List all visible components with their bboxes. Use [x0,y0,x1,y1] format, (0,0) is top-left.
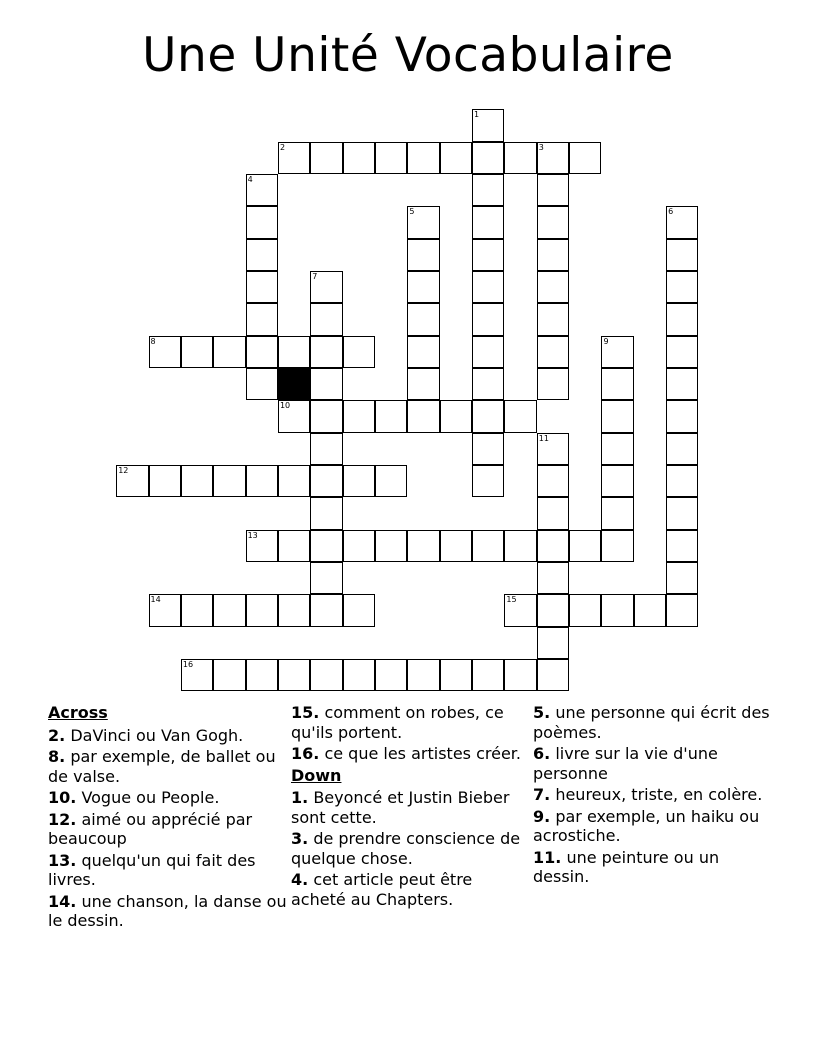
clue-text: une chanson, la danse ou le dessin. [48,891,287,930]
grid-cell[interactable] [181,659,213,691]
grid-cell[interactable] [181,336,213,368]
clue-text: quelqu'un qui fait des livres. [48,850,256,889]
cell-number: 3 [538,142,544,152]
grid-cell[interactable] [537,368,569,400]
page-title: Une Unité Vocabulaire [142,28,674,83]
grid-cell[interactable] [666,530,698,562]
grid-cell[interactable] [472,336,504,368]
clue-number: 16. [291,744,320,763]
grid-cell[interactable] [537,530,569,562]
cell-number: 8 [150,336,156,346]
grid-cell[interactable] [666,206,698,238]
grid-cell[interactable] [310,368,342,400]
grid-cell[interactable] [375,400,407,432]
grid-cell[interactable] [310,336,342,368]
grid-cell[interactable] [310,659,342,691]
across-heading: Across [48,703,108,722]
grid-cell[interactable] [343,400,375,432]
cell-number: 7 [312,271,318,281]
grid-cell[interactable] [504,594,536,626]
grid-cell[interactable] [537,142,569,174]
grid-cell[interactable] [310,465,342,497]
clue-number: 4. [291,870,309,889]
grid-cell[interactable] [310,433,342,465]
clue-down-11 [533,848,773,887]
clue-number: 6. [533,744,551,763]
clue-across-2 [48,726,288,746]
grid-cell[interactable] [278,465,310,497]
grid-cell[interactable] [181,465,213,497]
grid-cell[interactable] [537,594,569,626]
clue-text: de prendre conscience de quelque chose. [291,829,521,868]
clue-down-3 [291,829,531,868]
grid-cell[interactable] [278,336,310,368]
grid-cell[interactable] [666,271,698,303]
grid-cell[interactable] [213,465,245,497]
clue-text: par exemple, de ballet ou de valse. [48,747,276,786]
grid-cell[interactable] [246,303,278,335]
grid-cell[interactable] [569,530,601,562]
clue-across-15 [291,703,531,742]
grid-cell[interactable] [310,562,342,594]
cell-number: 2 [279,142,286,152]
grid-cell[interactable] [213,659,245,691]
clue-across-8 [48,747,288,786]
grid-cell[interactable] [375,530,407,562]
grid-cell[interactable] [407,530,439,562]
cell-number: 12 [118,466,129,476]
clue-text: Beyoncé et Justin Bieber sont cette. [291,788,510,827]
grid-cell[interactable] [666,336,698,368]
grid-cell[interactable] [375,659,407,691]
clue-text: DaVinci ou Van Gogh. [70,725,244,745]
clues-column-3 [533,703,773,889]
grid-cell[interactable] [246,239,278,271]
grid-cell[interactable] [246,594,278,626]
down-heading: Down [291,765,342,785]
grid-cell[interactable] [601,400,633,432]
grid-cell[interactable] [537,497,569,529]
grid-cell[interactable] [666,239,698,271]
grid-cell[interactable] [472,400,504,432]
cell-number: 10 [279,401,291,411]
grid-cell[interactable] [407,368,439,400]
grid-cell[interactable] [569,594,601,626]
cell-number: 9 [603,336,609,346]
clue-text: par exemple, un haiku ou acrostiche. [533,806,760,845]
grid-cell[interactable] [472,465,504,497]
cell-number: 13 [247,530,258,540]
cell-number: 15 [506,595,517,605]
clue-number: 7. [533,785,551,804]
grid-cell[interactable] [310,142,342,174]
clue-down-4 [291,870,531,909]
grid-cell[interactable] [472,109,504,141]
grid-cell[interactable] [407,239,439,271]
black-cell [278,368,310,400]
grid-cell[interactable] [343,594,375,626]
clue-number: 11. [533,847,562,867]
grid-cell[interactable] [666,465,698,497]
clue-text: Vogue ou People. [81,788,220,807]
grid-cell[interactable] [213,336,245,368]
clue-text: cet article peut être acheté au Chapters. [291,870,473,909]
grid-cell[interactable] [601,594,633,626]
clue-number: 1. [291,788,309,807]
grid-cell[interactable] [504,530,536,562]
clue-number: 5. [533,703,551,722]
cell-number: 6 [668,207,674,217]
clue-text: heureux, triste, en colère. [555,785,763,804]
cell-number: 5 [409,207,415,217]
grid-cell[interactable] [407,271,439,303]
grid-cell[interactable] [601,497,633,529]
grid-cell[interactable] [504,400,536,432]
grid-cell[interactable] [666,368,698,400]
grid-cell[interactable] [537,465,569,497]
clue-text: aimé ou apprécié par beaucoup [48,809,253,848]
grid-cell[interactable] [246,465,278,497]
grid-cell[interactable] [246,271,278,303]
grid-cell[interactable] [666,433,698,465]
grid-cell[interactable] [537,336,569,368]
grid-cell[interactable] [472,368,504,400]
grid-cell[interactable] [246,174,278,206]
grid-cell[interactable] [278,400,310,432]
grid-cell[interactable] [537,659,569,691]
clue-down-7 [533,785,773,805]
grid-cell[interactable] [407,400,439,432]
grid-cell[interactable] [537,239,569,271]
grid-cell[interactable] [440,400,472,432]
grid-cell[interactable] [407,336,439,368]
grid-cell[interactable] [472,659,504,691]
cell-number: 11 [538,433,549,443]
clue-number: 15. [291,703,320,722]
clue-number: 8. [48,747,66,766]
grid-cell[interactable] [310,497,342,529]
grid-cell[interactable] [537,562,569,594]
grid-cell[interactable] [407,206,439,238]
grid-cell[interactable] [343,659,375,691]
clue-text: une personne qui écrit des poèmes. [533,703,770,742]
grid-cell[interactable] [375,142,407,174]
grid-cell[interactable] [149,594,181,626]
grid-cell[interactable] [440,530,472,562]
grid-cell[interactable] [666,594,698,626]
clue-down-1 [291,788,531,827]
clue-number: 3. [291,829,309,848]
grid-cell[interactable] [666,497,698,529]
clues-column-1 [48,703,288,933]
grid-cell[interactable] [601,530,633,562]
grid-cell[interactable] [601,433,633,465]
cell-number: 14 [150,595,161,605]
grid-cell[interactable] [601,465,633,497]
cell-number: 1 [474,110,480,120]
grid-cell[interactable] [569,142,601,174]
grid-cell[interactable] [116,465,148,497]
cell-number: 16 [182,660,194,670]
clue-across-12 [48,810,288,849]
grid-cell[interactable] [407,659,439,691]
clue-number: 2. [48,725,66,745]
grid-cell[interactable] [407,142,439,174]
grid-cell[interactable] [407,303,439,335]
grid-cell[interactable] [310,400,342,432]
grid-cell[interactable] [310,303,342,335]
grid-cell[interactable] [537,433,569,465]
grid-cell[interactable] [149,336,181,368]
grid-cell[interactable] [537,206,569,238]
grid-cell[interactable] [504,659,536,691]
clue-number: 13. [48,850,77,870]
grid-cell[interactable] [472,271,504,303]
grid-cell[interactable] [310,594,342,626]
clue-down-6 [533,744,773,783]
clue-text: comment on robes, ce qu'ils portent. [291,703,504,742]
grid-cell[interactable] [278,142,310,174]
grid-cell[interactable] [278,594,310,626]
clue-down-9 [533,807,773,846]
grid-cell[interactable] [181,594,213,626]
grid-cell[interactable] [472,530,504,562]
grid-cell[interactable] [472,206,504,238]
grid-cell[interactable] [440,142,472,174]
grid-cell[interactable] [343,142,375,174]
grid-cell[interactable] [666,562,698,594]
grid-cell[interactable] [601,336,633,368]
clue-number: 14. [48,891,77,911]
grid-cell[interactable] [440,659,472,691]
clue-text: une peinture ou un dessin. [533,847,720,886]
clue-number: 9. [533,806,551,826]
clue-text: livre sur la vie d'une personne [533,744,718,783]
grid-cell[interactable] [375,465,407,497]
grid-cell[interactable] [472,142,504,174]
clues-column-2 [291,703,531,911]
grid-cell[interactable] [472,303,504,335]
cell-number: 4 [247,174,253,184]
clue-across-13 [48,851,288,890]
grid-cell[interactable] [504,142,536,174]
grid-cell[interactable] [472,433,504,465]
grid-cell[interactable] [537,174,569,206]
grid-cell[interactable] [537,303,569,335]
grid-cell[interactable] [537,627,569,659]
clue-text: ce que les artistes créer. [324,744,521,763]
grid-cell[interactable] [246,336,278,368]
grid-cell[interactable] [278,659,310,691]
grid-cell[interactable] [246,368,278,400]
clue-number: 10. [48,788,77,807]
clue-across-14 [48,892,288,931]
grid-cell[interactable] [246,659,278,691]
grid-cell[interactable] [246,530,278,562]
clue-down-5 [533,703,773,742]
grid-cell[interactable] [537,271,569,303]
grid-cell[interactable] [310,530,342,562]
clue-across-10 [48,788,288,808]
grid-cell[interactable] [343,530,375,562]
grid-cell[interactable] [634,594,666,626]
grid-cell[interactable] [472,174,504,206]
clue-across-16 [291,744,531,764]
grid-cell[interactable] [213,594,245,626]
grid-cell[interactable] [343,336,375,368]
grid-cell[interactable] [601,368,633,400]
clue-number: 12. [48,809,77,829]
grid-cell[interactable] [149,465,181,497]
grid-cell[interactable] [343,465,375,497]
grid-cell[interactable] [278,530,310,562]
grid-cell[interactable] [472,239,504,271]
grid-cell[interactable] [310,271,342,303]
grid-cell[interactable] [666,303,698,335]
grid-cell[interactable] [666,400,698,432]
grid-cell[interactable] [246,206,278,238]
